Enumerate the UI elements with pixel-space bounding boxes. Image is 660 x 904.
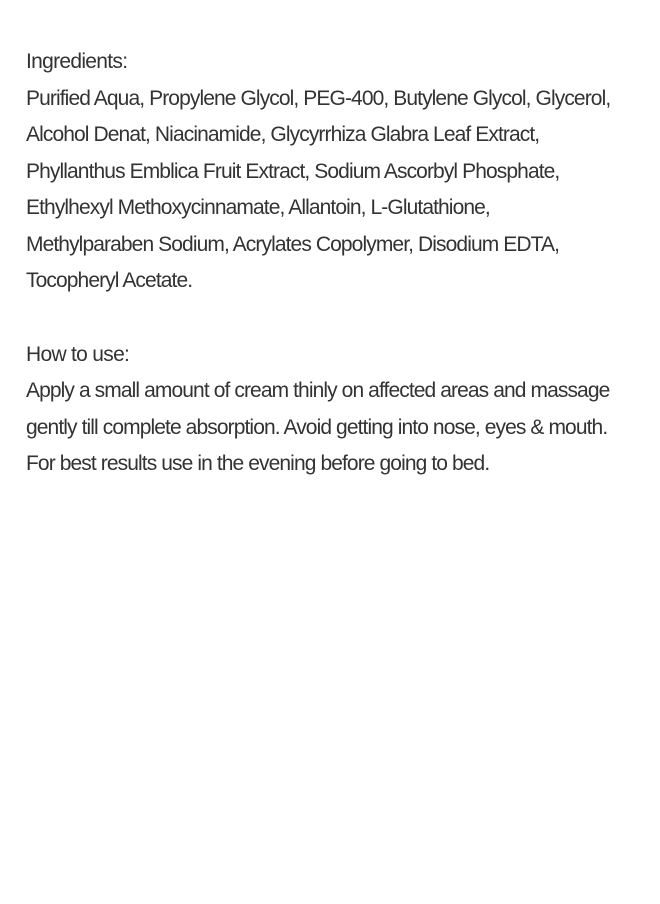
how-to-use-line: For best results use in the evening before going to bed. xyxy=(26,452,490,476)
ingredients-line: Alcohol Denat, Niacinamide, Glycyrrhiza Glabra Leaf Extract, xyxy=(26,123,540,147)
how-to-use-section xyxy=(26,337,651,483)
how-to-use-heading: How to use: xyxy=(26,342,130,366)
section-gap xyxy=(26,300,651,337)
ingredients-line: Phyllanthus Emblica Fruit Extract, Sodium Ascorbyl Phosphate, xyxy=(26,159,560,183)
ingredients-line: Methylparaben Sodium, Acrylates Copolymer, Disodium EDTA, xyxy=(26,232,560,256)
ingredients-line: Ethylhexyl Methoxycinnamate, Allantoin, L-Glutathione, xyxy=(26,196,490,220)
product-info-text xyxy=(26,44,651,483)
how-to-use-line: Apply a small amount of cream thinly on affected areas and massage xyxy=(26,379,610,403)
how-to-use-line: gently till complete absorption. Avoid getting into nose, eyes & mouth. xyxy=(26,415,608,439)
ingredients-heading: Ingredients: xyxy=(26,50,128,73)
ingredients-section xyxy=(26,44,651,300)
ingredients-line: Purified Aqua, Propylene Glycol, PEG-400, Butylene Glycol, Glycerol, xyxy=(26,86,611,110)
ingredients-line: Tocopheryl Acetate. xyxy=(26,269,193,293)
